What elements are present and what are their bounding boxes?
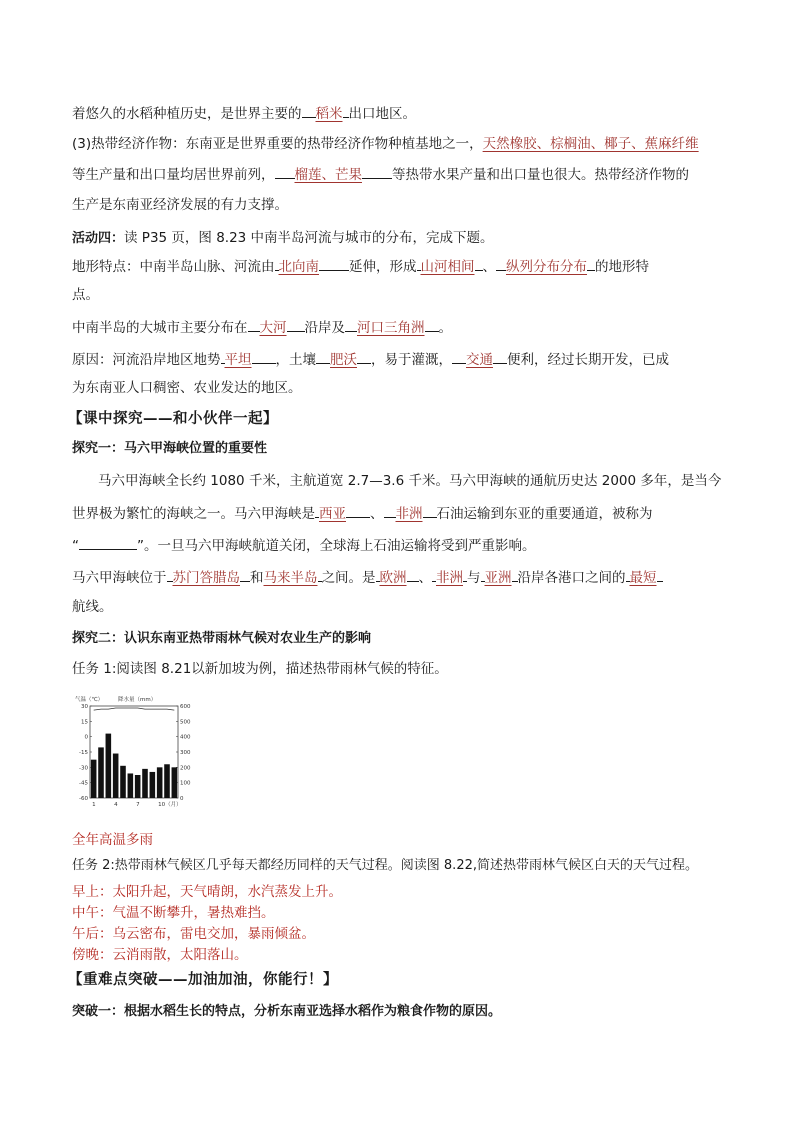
task-one: 任务 1:阅读图 8.21以新加坡为例，描述热带雨林气候的特征。: [72, 661, 448, 677]
chart-right-tick-label: 500: [180, 719, 191, 726]
answer-europe: 欧洲: [379, 570, 407, 586]
answer-cash-crops: 天然橡胶、棕榈油、椰子、蕉麻纤维: [482, 136, 699, 152]
chart-left-tick-label: -45: [79, 780, 88, 787]
malacca-paragraph-1: 马六甲海峡全长约 1080 千米，主航道宽 2.7—3.6 千米。马六甲海峡的通航历史达 2000 多年，是当今: [98, 473, 722, 489]
malacca-paragraph-2: 世界极为繁忙的海峡之一。马六甲海峡是 西亚 、 非洲 石油运输到东亚的重要通道，被称为: [72, 503, 754, 524]
answer-delta: 河口三角洲: [357, 320, 425, 336]
answer-sumatra: 苏门答腊岛: [172, 570, 240, 586]
precipitation-bars: [91, 734, 177, 798]
section-heading-key-points: 【重难点突破——加油加油，你能行！】: [68, 972, 338, 988]
singapore-climate-chart: [74, 692, 191, 810]
terrain-features-end: 点。: [72, 287, 99, 303]
chart-right-tick-label: 0: [180, 796, 184, 802]
breakthrough-one: 突破一：根据水稻生长的特点，分析东南亚选择水稻作为粮食作物的原因。: [72, 1004, 502, 1019]
reason-paragraph-2: 为东南亚人口稠密、农业发达的地区。: [72, 380, 302, 396]
activity-four-title: 活动四：: [72, 231, 125, 246]
paragraph-cash-crops-2: 等生产量和出口量均居世界前列， 榴莲、芒果 等热带水果产量和出口量也很大。热带经济作物的: [72, 164, 754, 185]
paragraph-cash-crops-1: (3)热带经济作物：东南亚是世界重要的热带经济作物种植基地之一，天然橡胶、棕榈油、椰子、蕉麻纤维: [72, 136, 699, 152]
answer-direction: 北向南: [278, 259, 319, 275]
answer-transport: 交通: [466, 352, 493, 368]
answer-longitudinal: 纵列分布分布: [506, 259, 587, 275]
answer-africa: 非洲: [395, 506, 423, 522]
precipitation-bar: [172, 767, 178, 798]
answer-malay-peninsula: 马来半岛: [263, 570, 318, 586]
answer-asia: 亚洲: [484, 570, 512, 586]
paragraph-cash-crops-3: 生产是东南亚经济发展的有力支撑。: [72, 197, 288, 213]
chart-right-tick-label: 600: [180, 704, 191, 710]
chart-x-tick-label: 10（月）: [158, 802, 182, 808]
precipitation-bar: [150, 772, 156, 798]
precipitation-bar: [120, 766, 126, 798]
weather-afternoon: 午后：乌云密布，雷电交加，暴雨倾盆。: [72, 926, 315, 942]
chart-x-ticks: [92, 800, 181, 808]
weather-morning: 早上：太阳升起，天气晴朗，水汽蒸发上升。: [72, 884, 342, 900]
chart-x-tick-label: 4: [114, 802, 118, 808]
paragraph-rice-export: 着悠久的水稻种植历史，是世界主要的 稻米 出口地区。: [72, 103, 754, 124]
weather-noon: 中午：气温不断攀升，暑热难挡。: [72, 905, 275, 921]
reason-paragraph-1: 原因：河流沿岸地区地势 平坦 ，土壤 肥沃 ，易于灌溉， 交通 便利，经过长期开发，已成: [72, 349, 754, 370]
chart-left-tick-label: -30: [79, 765, 88, 772]
answer-fruits: 榴莲、芒果: [294, 167, 362, 183]
chart-right-label: 降水量（mm）: [118, 697, 157, 703]
chart-right-tick-label: 400: [180, 734, 191, 741]
activity-four: 活动四：读 P35 页，图 8.23 中南半岛河流与城市的分布，完成下题。: [72, 230, 494, 246]
answer-flat: 平坦: [224, 352, 252, 368]
answer-rice: 稻米: [315, 106, 343, 122]
answer-mountain-river: 山河相间: [420, 259, 475, 275]
malacca-paragraph-3: “ ”。一旦马六甲海峡航道关闭，全球海上石油运输将受到严重影响。: [72, 535, 754, 556]
chart-left-tick-label: -60: [79, 796, 88, 802]
chart-x-tick-label: 1: [92, 802, 96, 808]
terrain-features: 地形特点：中南半岛山脉、河流由 北向南 延伸，形成 山河相间 、 纵列分布分布 的地形特: [72, 256, 754, 277]
temperature-curve: [94, 708, 175, 710]
malacca-location-end: 航线。: [72, 599, 113, 615]
precipitation-bar: [142, 769, 148, 798]
answer-climate-feature: 全年高温多雨: [72, 832, 153, 848]
chart-left-tick-label: 30: [81, 704, 88, 710]
precipitation-bar: [157, 767, 163, 798]
answer-big-river: 大河: [259, 320, 287, 336]
answer-fertile: 肥沃: [330, 352, 357, 368]
chart-left-tick-label: -15: [79, 750, 88, 756]
precipitation-bar: [135, 775, 141, 798]
exploration-two-title: 探究二：认识东南亚热带雨林气候对农业生产的影响: [72, 631, 372, 646]
chart-right-tick-label: 100: [180, 780, 191, 787]
chart-x-tick-label: 7: [136, 802, 140, 808]
chart-left-label: 气温（℃）: [75, 697, 104, 703]
weather-evening: 傍晚：云消雨散，太阳落山。: [72, 947, 248, 963]
precipitation-bar: [164, 764, 170, 798]
chart-left-tick-label: 15: [81, 719, 88, 726]
answer-africa-2: 非洲: [436, 570, 463, 586]
malacca-location: 马六甲海峡位于 苏门答腊岛 和马来半岛 之间。是 欧洲 、 非洲 与 亚洲 沿岸各港口之间的 最短: [72, 567, 754, 588]
answer-shortest: 最短: [629, 570, 657, 586]
exploration-one-title: 探究一：马六甲海峡位置的重要性: [72, 441, 268, 456]
section-heading-in-class: 【课中探究——和小伙伴一起】: [68, 411, 278, 427]
task-two: 任务 2:热带雨林气候区几乎每天都经历同样的天气过程。阅读图 8.22,简述热带雨林气候区白天的天气过程。: [72, 858, 698, 873]
chart-right-tick-label: 200: [180, 765, 191, 772]
answer-west-asia: 西亚: [319, 506, 346, 522]
chart-left-tick-label: 0: [84, 734, 88, 741]
precipitation-bar: [98, 747, 104, 798]
precipitation-bar: [128, 773, 134, 798]
chart-right-tick-label: 300: [180, 750, 191, 756]
precipitation-bar: [106, 734, 112, 798]
precipitation-bar: [113, 754, 119, 798]
precipitation-bar: [91, 760, 97, 798]
city-distribution: 中南半岛的大城市主要分布在 大河 沿岸及 河口三角洲 。: [72, 317, 754, 338]
